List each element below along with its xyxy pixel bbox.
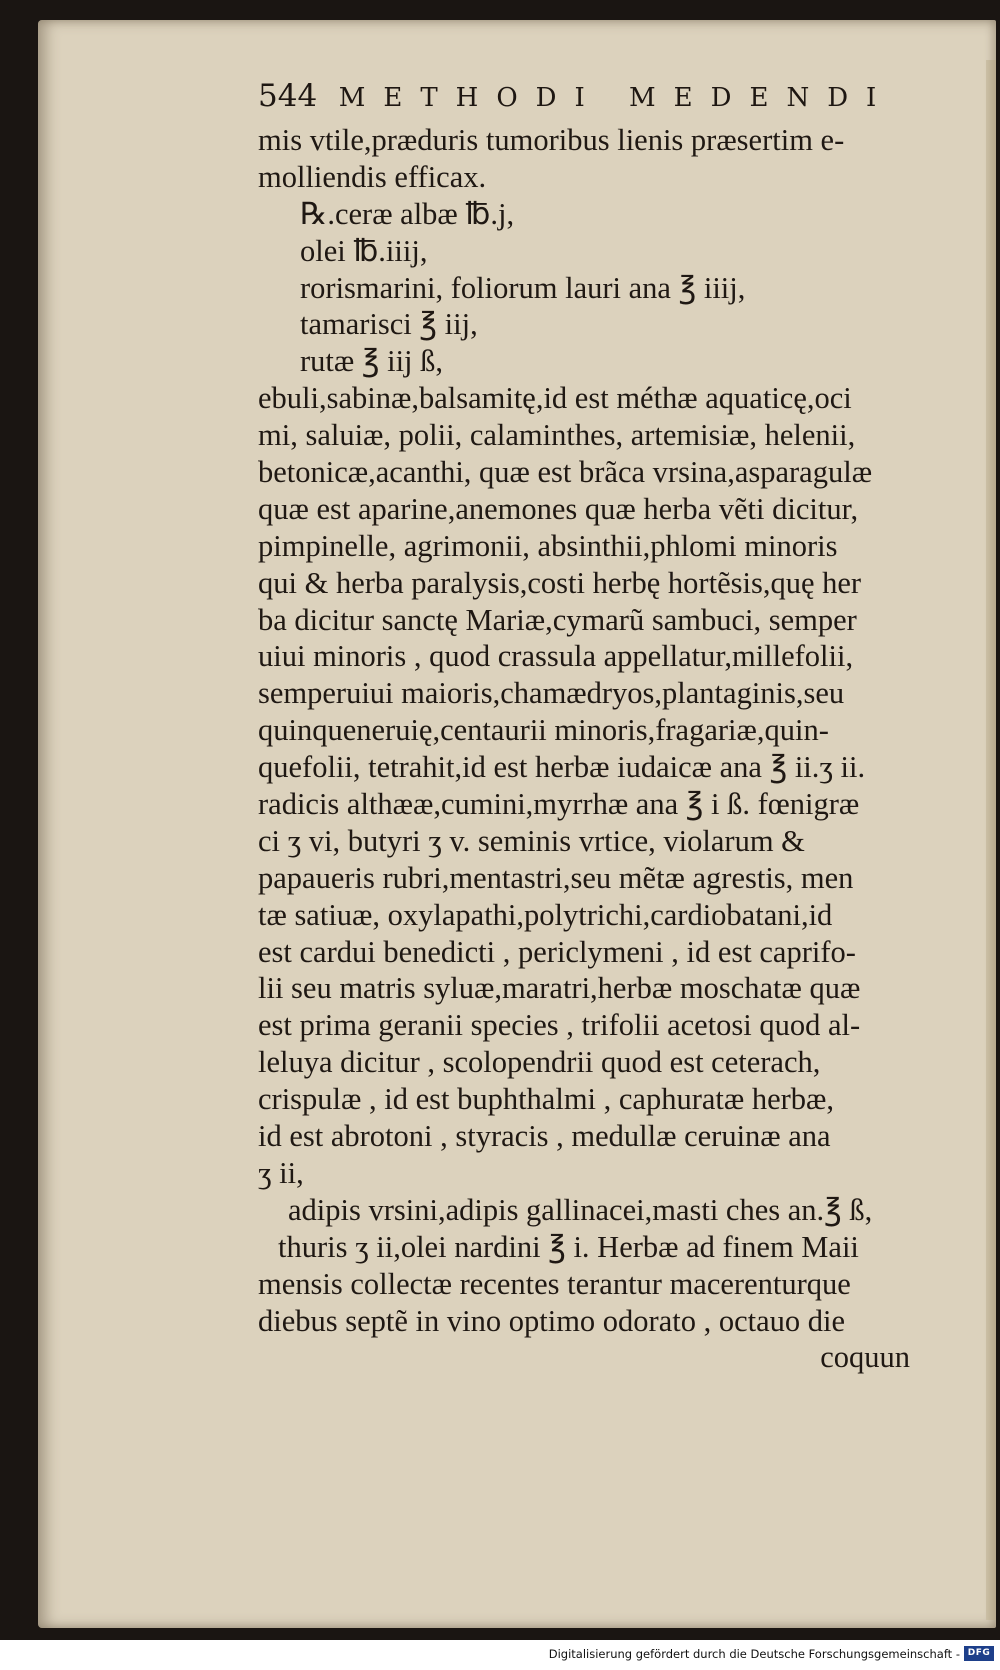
text-line: pimpinelle, agrimonii, absinthii,phlomi minoris [258, 528, 838, 563]
text-line: diebus septẽ in vino optimo odorato , octauo die [258, 1303, 846, 1338]
text-line: thuris ʒ ii,olei nardini ℥ i. Herbæ ad finem Maii [278, 1229, 859, 1264]
text-line: tæ satiuæ, oxylapathi,polytrichi,cardiobatani,id [258, 897, 833, 932]
text-line: quinqueneruię,centaurii minoris,fragariæ,quin- [258, 713, 829, 748]
text-line: betonicæ,acanthi, quæ est brãca vrsina,asparagulæ [258, 455, 873, 490]
catchword: coquun [820, 1340, 910, 1375]
text-line: olei ℔.iiij, [300, 233, 428, 268]
text-line: est cardui benedicti , periclymeni , id est caprifo- [258, 934, 856, 969]
text-line: mis vtile,præduris tumoribus lienis præsertim e- [258, 123, 845, 157]
text-line: rutæ ℥ iij ß, [300, 344, 444, 379]
text-line: ʒ ii, [258, 1155, 304, 1190]
text-line: est prima geranii species , trifolii acetosi quod al- [258, 1008, 861, 1043]
dfg-logo: DFG [964, 1646, 994, 1661]
text-line: crispulæ , id est buphthalmi , caphuratæ herbæ, [258, 1082, 835, 1117]
text-line: quefolii, tetrahit,id est herbæ iudaicæ ana ℥ ii.ʒ ii. [258, 750, 866, 785]
text-line: papaueris rubri,mentastri,seu mẽtæ agrestis, men [258, 860, 854, 895]
text-line: ℞.ceræ albæ ℔.j, [300, 196, 515, 231]
text-line: leluya dicitur , scolopendrii quod est ceterach, [258, 1045, 821, 1080]
text-line: radicis althææ,cumini,myrrhæ ana ℥ i ß. fœnigræ [258, 787, 860, 822]
text-line: ebuli,sabinæ,balsamitę,id est méthæ aquaticę,oci [258, 381, 852, 416]
text-line: mensis collectæ recentes terantur macerenturque [258, 1266, 851, 1301]
page-edge [986, 60, 996, 1620]
page-number: 544 [258, 78, 318, 114]
text-line: molliendis efficax. [258, 159, 487, 194]
running-title: METHODI MEDENDI [338, 83, 895, 113]
text-line: lii seu matris syluæ,maratri,herbæ moschatæ quæ [258, 971, 861, 1006]
text-line: ba dicitur sanctę Mariæ,cymarũ sambuci, semper [258, 602, 857, 637]
text-line: semperuiui maioris,chamædryos,plantaginis,seu [258, 676, 845, 711]
text-line: ci ʒ vi, butyri ʒ v. seminis vrtice, violarum & [258, 823, 805, 858]
text-line: adipis vrsini,adipis gallinacei,masti ches an.℥ ß, [288, 1192, 873, 1227]
running-head [258, 78, 898, 114]
text-line: mi, saluiæ, polii, calaminthes, artemisiæ, helenii, [258, 418, 856, 453]
text-line: quæ est aparine,anemones quæ herba vẽti dicitur, [258, 491, 859, 526]
text-line: qui & herba paralysis,costi herbę hortẽsis,quę her [258, 565, 862, 600]
digitization-credit: Digitalisierung gefördert durch die Deutsche Forschungsgemeinschaft - [548, 1647, 960, 1661]
text-line: uiui minoris , quod crassula appellatur,millefolii, [258, 639, 854, 674]
body-text [258, 122, 958, 1376]
text-line: id est abrotoni , styracis , medullæ ceruinæ ana [258, 1119, 831, 1154]
footer-bar [0, 1640, 1000, 1670]
text-line: tamarisci ℥ iij, [300, 307, 478, 342]
text-line: rorismarini, foliorum lauri ana ℥ iiij, [300, 270, 746, 305]
